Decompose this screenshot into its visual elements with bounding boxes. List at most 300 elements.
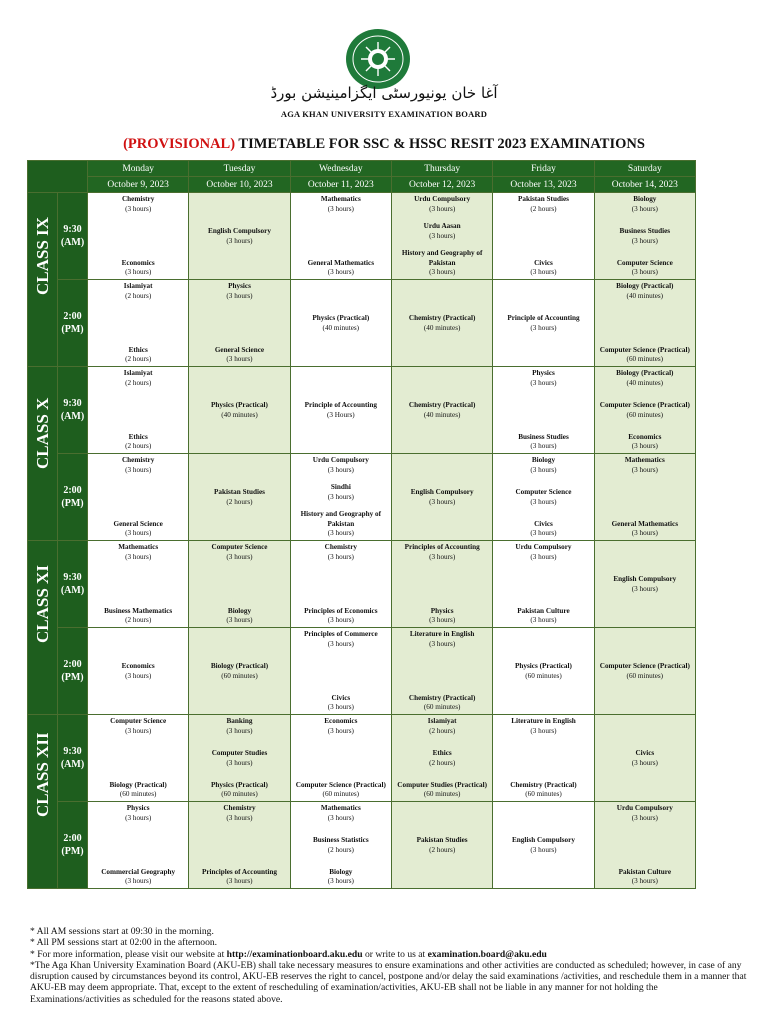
exam-subject — [291, 314, 391, 333]
exam-cell — [391, 541, 492, 628]
exam-subject — [595, 369, 695, 388]
subject-name: Business Studies — [518, 432, 569, 441]
exam-subject — [88, 520, 188, 539]
subject-name: Biology — [329, 867, 353, 876]
exam-subject — [291, 694, 391, 713]
subject-duration: (3 hours) — [429, 268, 456, 277]
exam-subject — [88, 282, 188, 301]
subject-duration: (3 Hours) — [326, 410, 355, 419]
exam-subject — [392, 607, 492, 626]
subject-name: Principles of Accounting — [201, 867, 278, 876]
subject-name: Computer Science (Practical) — [295, 780, 386, 789]
subject-duration: (2 hours) — [429, 726, 456, 735]
subject-duration: (60 minutes) — [525, 790, 562, 799]
date-header: October 11, 2023 — [290, 177, 391, 193]
subject-name: Islamiyat — [123, 282, 153, 290]
exam-subject — [493, 314, 593, 333]
exam-subject — [88, 433, 188, 452]
subject-duration: (3 hours) — [631, 584, 658, 593]
subject-duration: (3 hours) — [631, 442, 658, 451]
exam-cell — [189, 454, 290, 541]
subject-name: General Mathematics — [307, 258, 375, 267]
subject-name: Computer Science — [616, 258, 673, 267]
subject-duration: (3 hours) — [327, 529, 354, 538]
subject-name: Biology (Practical) — [210, 661, 269, 670]
subject-duration: (3 hours) — [226, 552, 253, 561]
exam-subject — [88, 259, 188, 278]
subject-duration: (2 hours) — [429, 758, 456, 767]
subject-duration: (60 minutes) — [626, 671, 664, 680]
exam-subject — [291, 483, 391, 502]
email-link[interactable]: examination.board@aku.edu — [427, 948, 547, 960]
subject-name: Pakistan Studies — [416, 835, 468, 844]
subject-duration: (3 hours) — [226, 291, 253, 300]
exam-subject — [392, 694, 492, 713]
exam-cell — [88, 280, 189, 367]
subject-name: Principles of Economics — [304, 606, 378, 615]
subject-duration: (3 hours) — [226, 813, 253, 822]
subject-name: Pakistan Studies — [518, 195, 569, 203]
exam-cell — [88, 628, 189, 715]
exam-subject — [392, 781, 492, 800]
subject-name: Chemistry (Practical) — [510, 780, 577, 789]
subject-duration: (3 hours) — [631, 236, 658, 245]
exam-cell — [493, 454, 594, 541]
exam-subject — [291, 868, 391, 887]
date-header: October 13, 2023 — [493, 177, 594, 193]
subject-name: Biology (Practical) — [109, 780, 167, 789]
class-label-text: CLASS X — [33, 397, 52, 469]
subject-name: Physics (Practical) — [211, 400, 268, 409]
subject-duration: (3 hours) — [327, 552, 354, 561]
subject-name: Biology (Practical) — [616, 369, 674, 377]
subject-duration: (3 hours) — [327, 877, 354, 886]
subject-duration: (3 hours) — [125, 529, 152, 538]
subject-duration: (3 hours) — [631, 758, 658, 767]
day-header: Saturday — [594, 161, 695, 177]
subject-duration: (2 hours) — [327, 845, 354, 854]
subject-name: History and Geography of Pakistan — [300, 510, 382, 528]
subject-duration: (40 minutes) — [423, 323, 461, 332]
exam-subject — [493, 607, 593, 626]
subject-name: Computer Science (Practical) — [599, 400, 690, 409]
subject-name: Business Statistics — [312, 835, 369, 844]
class-label-text: CLASS XI — [33, 564, 52, 643]
subject-duration: (3 hours) — [429, 552, 456, 561]
day-header: Friday — [493, 161, 594, 177]
exam-subject — [392, 195, 492, 214]
subject-name: Economics — [628, 432, 662, 441]
session-time: 2:00 (PM) — [58, 454, 88, 541]
subject-duration: (3 hours) — [125, 552, 152, 561]
subject-duration: (3 hours) — [530, 552, 557, 561]
exam-cell — [391, 628, 492, 715]
exam-subject — [493, 781, 593, 800]
subject-name: Ethics — [128, 432, 148, 441]
exam-cell — [391, 280, 492, 367]
exam-subject — [595, 227, 695, 246]
exam-subject — [189, 781, 289, 800]
session-time: 9:30 (AM) — [58, 367, 88, 454]
exam-subject — [392, 630, 492, 649]
subject-duration: (3 hours) — [327, 268, 354, 277]
subject-name: Principle of Accounting — [304, 400, 377, 409]
exam-cell — [88, 193, 189, 280]
exam-subject — [392, 488, 492, 507]
subject-name: Sindhi — [330, 483, 351, 492]
exam-cell — [290, 367, 391, 454]
date-header: October 9, 2023 — [88, 177, 189, 193]
exam-cell — [493, 628, 594, 715]
subject-duration: (3 hours) — [125, 726, 152, 735]
subject-duration: (3 hours) — [429, 231, 456, 240]
subject-name: General Mathematics — [611, 519, 679, 528]
exam-cell — [290, 193, 391, 280]
session-time: 2:00 (PM) — [58, 628, 88, 715]
exam-subject — [189, 662, 289, 681]
note-am: * All AM sessions start at 09:30 in the morning. — [30, 926, 214, 937]
exam-cell — [88, 541, 189, 628]
session-time: 9:30 (AM) — [58, 715, 88, 802]
day-header: Thursday — [391, 161, 492, 177]
subject-name: Biology — [531, 456, 556, 464]
subject-duration: (3 hours) — [327, 204, 354, 213]
exam-subject — [88, 346, 188, 365]
exam-subject — [291, 607, 391, 626]
day-header: Monday — [88, 161, 189, 177]
exam-cell — [290, 280, 391, 367]
subject-duration: (3 hours) — [530, 726, 557, 735]
exam-subject — [595, 456, 695, 475]
subject-duration: (3 hours) — [125, 465, 152, 474]
subject-name: Biology — [227, 606, 252, 615]
exam-subject — [291, 717, 391, 736]
exam-subject — [493, 836, 593, 855]
exam-subject — [189, 717, 289, 736]
subject-duration: (2 hours) — [429, 845, 456, 854]
subject-duration: (3 hours) — [226, 877, 253, 886]
subject-name: Civics — [331, 693, 351, 702]
subject-duration: (3 hours) — [125, 877, 152, 886]
notes — [30, 926, 750, 1005]
exam-subject — [595, 433, 695, 452]
exam-cell — [493, 193, 594, 280]
subject-duration: (3 hours) — [327, 465, 354, 474]
subject-name: Ethics — [432, 748, 452, 757]
exam-subject — [291, 630, 391, 649]
exam-subject — [392, 401, 492, 420]
subject-name: Mathematics — [320, 195, 361, 203]
note-disclaimer: *The Aga Khan University Examination Board (AKU-EB) shall take necessary measures to ensure examinations and other activities are conducted as scheduled; however, in case of any disruption caused by circumstances beyond its control, AKU-EB reserves the right to cancel, postpone and/or delay the said examinations /activities, and reschedule them in a manner that AKU-EB may deem appropriate. That, except to the extent of rescheduling of examination/activities, AKU-EB shall not be liable in any manner for not holding the Examinations/activities as scheduled for the reasons stated above. — [30, 959, 747, 1005]
exam-subject — [493, 662, 593, 681]
class-label — [28, 367, 58, 541]
exam-subject — [392, 249, 492, 278]
subject-duration: (3 hours) — [125, 204, 152, 213]
exam-subject — [88, 607, 188, 626]
subject-duration: (3 hours) — [530, 323, 557, 332]
exam-subject — [291, 804, 391, 823]
exam-subject — [493, 369, 593, 388]
session-time: 9:30 (AM) — [58, 193, 88, 280]
subject-name: Computer Science (Practical) — [599, 345, 690, 354]
subject-name: Islamiyat — [123, 369, 153, 377]
class-label — [28, 541, 58, 715]
subject-duration: (3 hours) — [327, 703, 354, 712]
subject-duration: (3 hours) — [530, 378, 557, 387]
exam-cell — [88, 802, 189, 889]
exam-cell — [391, 193, 492, 280]
exam-subject — [392, 314, 492, 333]
subject-name: Banking — [226, 717, 253, 725]
exam-cell — [594, 715, 695, 802]
subject-duration: (3 hours) — [530, 442, 557, 451]
exam-cell — [189, 715, 290, 802]
subject-name: Mathematics — [624, 456, 665, 464]
subject-duration: (60 minutes) — [221, 671, 258, 680]
subject-name: Civics — [635, 748, 655, 757]
subject-name: Principles of Commerce — [303, 630, 378, 638]
subject-duration: (40 minutes) — [626, 378, 664, 387]
subject-duration: (2 hours) — [530, 204, 557, 213]
subject-duration: (3 hours) — [327, 726, 354, 735]
date-header: October 14, 2023 — [594, 177, 695, 193]
subject-duration: (3 hours) — [530, 616, 557, 625]
exam-subject — [595, 282, 695, 301]
subject-duration: (3 hours) — [429, 616, 456, 625]
exam-subject — [595, 804, 695, 823]
class-label — [28, 193, 58, 367]
exam-subject — [291, 195, 391, 214]
subject-duration: (3 hours) — [125, 813, 152, 822]
exam-cell — [594, 367, 695, 454]
exam-cell — [290, 802, 391, 889]
subject-duration: (3 hours) — [530, 529, 557, 538]
exam-subject — [392, 222, 492, 241]
exam-subject — [189, 868, 289, 887]
subject-duration: (3 hours) — [530, 845, 557, 854]
subject-name: Business Mathematics — [104, 606, 173, 615]
subject-name: History and Geography of Pakistan — [401, 249, 483, 267]
date-header: October 10, 2023 — [189, 177, 290, 193]
day-header: Wednesday — [290, 161, 391, 177]
subject-name: Biology — [633, 195, 657, 203]
exam-subject — [595, 749, 695, 768]
subject-duration: (3 hours) — [125, 268, 152, 277]
class-label — [28, 715, 58, 889]
session-time: 2:00 (PM) — [58, 280, 88, 367]
exam-subject — [392, 749, 492, 768]
subject-name: Principles of Accounting — [404, 543, 480, 551]
board-name: AGA KHAN UNIVERSITY EXAMINATION BOARD — [280, 109, 488, 119]
subject-duration: (3 hours) — [226, 355, 253, 364]
exam-cell — [290, 628, 391, 715]
subject-name: Physics (Practical) — [312, 313, 370, 322]
subject-duration: (3 hours) — [226, 616, 253, 625]
exam-subject — [189, 346, 289, 365]
subject-name: General Science — [214, 345, 265, 354]
exam-subject — [392, 836, 492, 855]
subject-duration: (3 hours) — [125, 671, 152, 680]
subject-name: General Science — [113, 519, 163, 528]
class-label-text: CLASS XII — [33, 731, 52, 817]
subject-duration: (40 minutes) — [221, 410, 258, 419]
note-info: * For more information, please visit our website at http://examinationboard.aku.edu or write to us at examination.board@aku.edu — [30, 948, 547, 960]
exam-cell — [189, 367, 290, 454]
exam-subject — [595, 662, 695, 681]
timetable — [27, 160, 696, 889]
subject-duration: (3 hours) — [429, 639, 456, 648]
subject-duration: (60 minutes) — [423, 703, 461, 712]
subject-duration: (3 hours) — [530, 497, 557, 506]
exam-subject — [493, 543, 593, 562]
subject-duration: (60 minutes) — [423, 790, 461, 799]
subject-name: Chemistry — [324, 543, 357, 551]
subject-duration: (3 hours) — [327, 616, 354, 625]
exam-subject — [88, 456, 188, 475]
session-time: 2:00 (PM) — [58, 802, 88, 889]
subject-duration: (3 hours) — [530, 465, 557, 474]
subject-name: Biology (Practical) — [616, 282, 674, 290]
subject-name: English Compulsory — [208, 226, 271, 235]
subject-name: Civics — [534, 519, 553, 528]
date-header: October 12, 2023 — [391, 177, 492, 193]
session-time: 9:30 (AM) — [58, 541, 88, 628]
exam-subject — [493, 520, 593, 539]
subject-name: Computer Science (Practical) — [599, 661, 690, 670]
header-corner — [28, 161, 88, 193]
subject-duration: (60 minutes) — [626, 410, 664, 419]
exam-subject — [595, 195, 695, 214]
subject-name: Economics — [121, 258, 155, 267]
exam-subject — [189, 804, 289, 823]
subject-duration: (2 hours) — [226, 497, 253, 506]
exam-subject — [291, 401, 391, 420]
exam-cell — [594, 802, 695, 889]
subject-name: Physics (Practical) — [515, 661, 572, 670]
subject-name: Chemistry (Practical) — [408, 313, 476, 322]
urdu-board-name: آغا خان یونیورسٹی ایگزامینیشن بورڈ — [270, 84, 498, 102]
exam-cell — [189, 628, 290, 715]
exam-cell — [493, 367, 594, 454]
subject-name: Urdu Compulsory — [616, 804, 673, 812]
subject-name: Economics — [324, 717, 358, 725]
subject-name: Pakistan Culture — [517, 606, 570, 615]
exam-cell — [493, 715, 594, 802]
subject-name: Pakistan Culture — [618, 867, 672, 876]
exam-cell — [594, 280, 695, 367]
subject-name: Physics — [532, 369, 555, 377]
exam-subject — [291, 836, 391, 855]
exam-cell — [594, 541, 695, 628]
subject-duration: (3 hours) — [631, 529, 658, 538]
exam-cell — [493, 541, 594, 628]
day-header: Tuesday — [189, 161, 290, 177]
subject-duration: (60 minutes) — [322, 790, 360, 799]
exam-subject — [88, 195, 188, 214]
subject-name: Chemistry (Practical) — [408, 400, 476, 409]
website-link[interactable]: http://examinationboard.aku.edu — [226, 948, 363, 960]
exam-cell — [88, 715, 189, 802]
subject-name: Chemistry (Practical) — [408, 693, 476, 702]
subject-name: Mathematics — [320, 804, 361, 812]
exam-subject — [189, 401, 289, 420]
exam-cell — [594, 628, 695, 715]
subject-name: Islamiyat — [427, 717, 457, 725]
exam-cell — [189, 541, 290, 628]
exam-subject — [88, 804, 188, 823]
subject-name: Physics — [228, 282, 251, 290]
exam-subject — [291, 259, 391, 278]
subject-name: Urdu Compulsory — [312, 456, 369, 464]
subject-name: Urdu Compulsory — [515, 543, 572, 551]
subject-name: Principle of Accounting — [507, 313, 580, 322]
subject-duration: (60 minutes) — [525, 671, 562, 680]
subject-name: Computer Science — [110, 717, 167, 725]
subject-name: English Compulsory — [410, 487, 474, 496]
subject-name: Business Studies — [619, 226, 671, 235]
exam-cell — [594, 193, 695, 280]
subject-duration: (3 hours) — [327, 639, 354, 648]
subject-name: Urdu Aasan — [423, 222, 461, 231]
subject-duration: (3 hours) — [226, 726, 253, 735]
exam-cell — [189, 193, 290, 280]
subject-duration: (3 hours) — [631, 813, 658, 822]
exam-cell — [189, 280, 290, 367]
exam-cell — [391, 454, 492, 541]
exam-subject — [189, 488, 289, 507]
exam-subject — [88, 543, 188, 562]
exam-cell — [493, 280, 594, 367]
subject-duration: (3 hours) — [226, 758, 253, 767]
exam-subject — [291, 543, 391, 562]
exam-subject — [189, 227, 289, 246]
subject-duration: (40 minutes) — [423, 410, 461, 419]
exam-cell — [290, 541, 391, 628]
exam-subject — [493, 717, 593, 736]
subject-duration: (3 hours) — [429, 204, 456, 213]
exam-subject — [291, 456, 391, 475]
subject-name: Computer Science — [515, 487, 572, 496]
subject-name: English Compulsory — [613, 574, 677, 583]
exam-subject — [291, 781, 391, 800]
subject-duration: (3 hours) — [631, 877, 658, 886]
exam-subject — [595, 520, 695, 539]
subject-duration: (3 hours) — [429, 497, 456, 506]
subject-duration: (2 hours) — [125, 442, 152, 451]
exam-subject — [88, 662, 188, 681]
exam-subject — [392, 543, 492, 562]
exam-subject — [189, 607, 289, 626]
subject-name: Pakistan Studies — [214, 487, 265, 496]
subject-name: Computer Science — [211, 543, 268, 551]
exam-subject — [88, 369, 188, 388]
exam-cell — [594, 454, 695, 541]
subject-name: Computer Studies (Practical) — [397, 780, 487, 789]
subject-duration: (3 hours) — [327, 492, 354, 501]
subject-duration: (3 hours) — [631, 204, 658, 213]
class-label-text: CLASS IX — [33, 216, 52, 295]
subject-duration: (2 hours) — [125, 355, 152, 364]
subject-name: Physics — [430, 606, 454, 615]
subject-name: Chemistry — [121, 456, 155, 464]
exam-subject — [189, 282, 289, 301]
subject-duration: (3 hours) — [226, 236, 253, 245]
exam-cell — [290, 715, 391, 802]
exam-subject — [392, 717, 492, 736]
subject-name: Ethics — [128, 345, 148, 354]
exam-cell — [88, 367, 189, 454]
subject-duration: (2 hours) — [125, 616, 152, 625]
